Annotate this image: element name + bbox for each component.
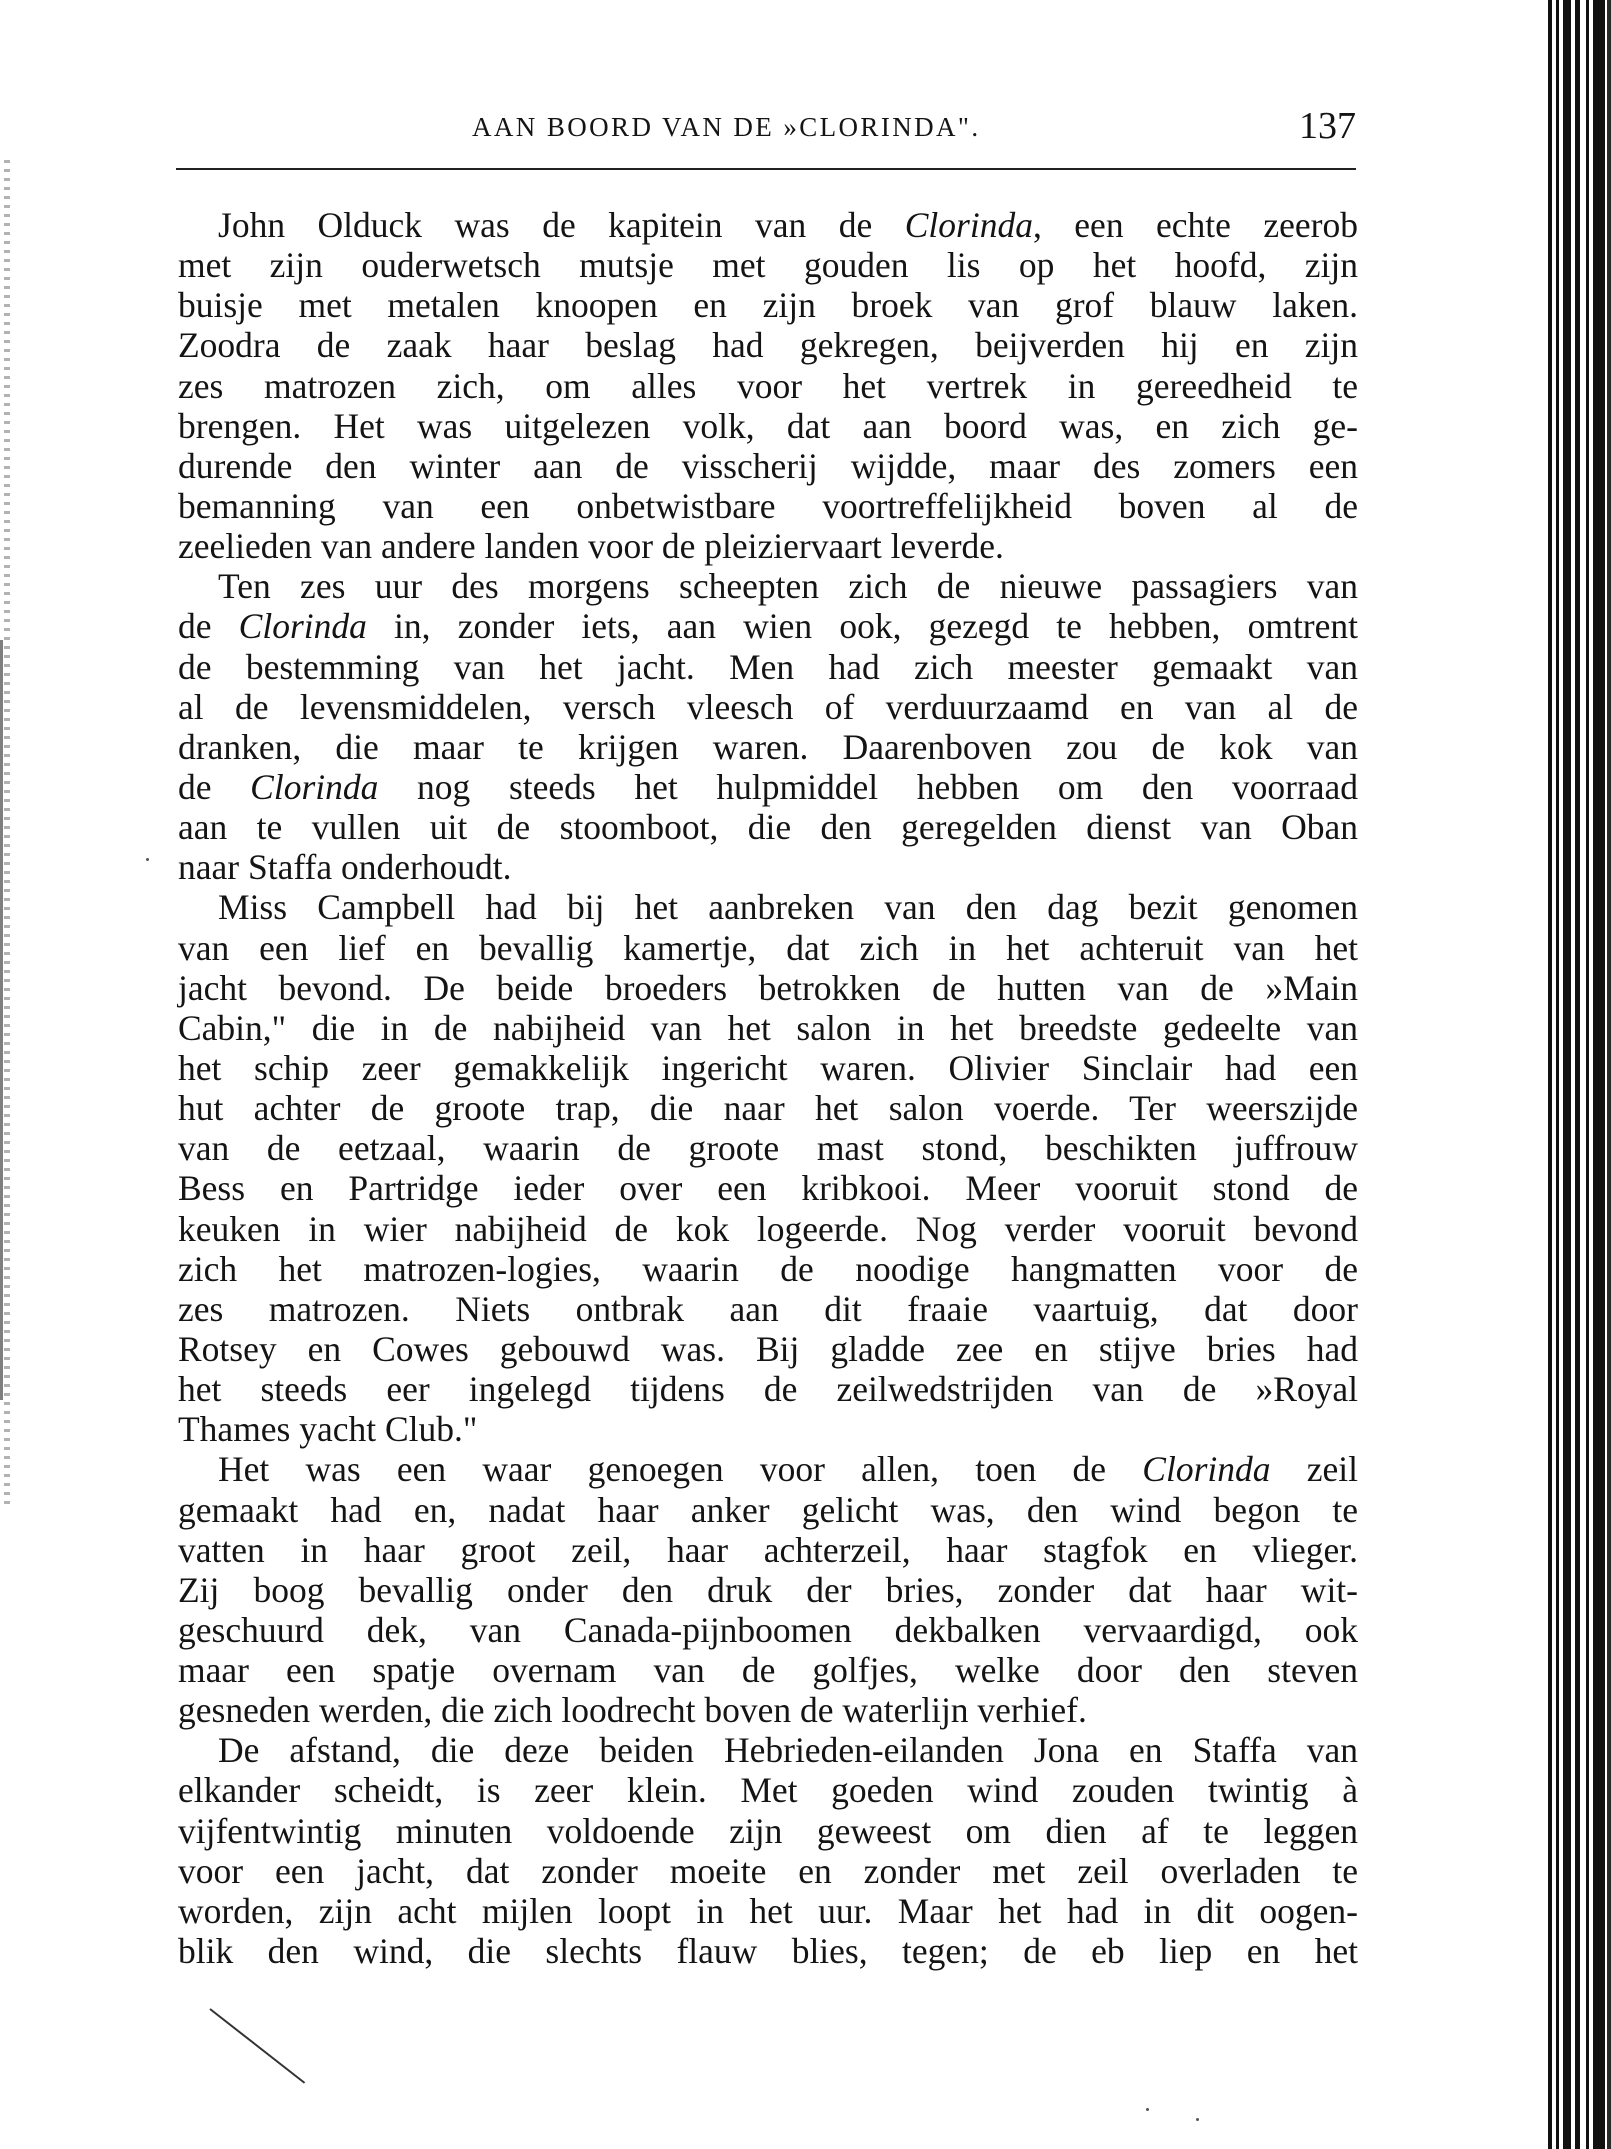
text-line: Zoodra de zaak haar beslag had gekregen, beijverden hij en zijn [178, 325, 1358, 366]
text-line: het schip zeer gemakkelijk ingericht waren. Olivier Sinclair had een [178, 1047, 1358, 1088]
text-line: buisje met metalen knoopen en zijn broek van grof blauw laken. [178, 285, 1358, 326]
text-line: gemaakt had en, nadat haar anker gelicht was, den wind begon te [178, 1489, 1358, 1530]
text-line: Cabin," die in de nabijheid van het salon in het breedste gedeelte van [178, 1007, 1358, 1048]
page-number: 137 [1299, 105, 1356, 147]
text-line: dranken, die maar te krijgen waren. Daarenboven zou de kok van [178, 726, 1358, 767]
page-edge [1556, 0, 1559, 2149]
page-edge [1607, 0, 1611, 2149]
text-line: jacht bevond. De beide broeders betrokken de hutten van de »Main [178, 967, 1358, 1008]
text-line: Miss Campbell had bij het aanbreken van den dag bezit genomen [218, 887, 1358, 928]
text-line: blik den wind, die slechts flauw blies, tegen; de eb liep en het [178, 1931, 1358, 1972]
text-line: het steeds eer ingelegd tijdens de zeilwedstrijden van de »Royal [178, 1369, 1358, 1410]
text-line: Thames yacht Club." [178, 1409, 478, 1450]
page-edge [1593, 0, 1605, 2149]
text-line: Zij boog bevallig onder den druk der bries, zonder dat haar wit- [178, 1569, 1358, 1610]
text-line: keuken in wier nabijheid de kok logeerde. Nog verder vooruit bevond [178, 1208, 1358, 1249]
text-line: van de eetzaal, waarin de groote mast stond, beschikten juffrouw [178, 1128, 1358, 1169]
text-line: van een lief en bevallig kamertje, dat zich in het achteruit van het [178, 927, 1358, 968]
text-line: zich het matrozen-logies, waarin de noodige hangmatten voor de [178, 1248, 1358, 1289]
speck-mark [1146, 2108, 1149, 2111]
body-text [178, 205, 1358, 1971]
text-line: geschuurd dek, van Canada-pijnboomen dekbalken vervaardigd, ook [178, 1609, 1358, 1650]
text-line: de Clorinda in, zonder iets, aan wien ook, gezegd te hebben, omtrent [178, 606, 1358, 647]
text-line: Bess en Partridge ieder over een kribkooi. Meer vooruit stond de [178, 1168, 1358, 1209]
speck-mark [146, 858, 149, 861]
running-head [176, 104, 1356, 152]
binding-shadow [4, 160, 10, 1510]
binding-shadow [0, 640, 3, 1400]
speck-mark [1196, 2118, 1199, 2121]
text-line: zes matrozen. Niets ontbrak aan dit fraaie vaartuig, dat door [178, 1288, 1358, 1329]
page-edge [1548, 0, 1552, 2149]
text-line: durende den winter aan de visscherij wijdde, maar des zomers een [178, 445, 1358, 486]
text-line: de bestemming van het jacht. Men had zich meester gemaakt van [178, 646, 1358, 687]
text-line: De afstand, die deze beiden Hebrieden-eilanden Jona en Staffa van [218, 1730, 1358, 1771]
text-line: voor een jacht, dat zonder moeite en zonder met zeil overladen te [178, 1850, 1358, 1891]
text-line: brengen. Het was uitgelezen volk, dat aan boord was, en zich ge- [178, 405, 1358, 446]
text-line: de Clorinda nog steeds het hulpmiddel hebben om den voorraad [178, 766, 1359, 807]
running-title: AAN BOORD VAN DE »CLORINDA". [472, 112, 981, 142]
text-line: vijfentwintig minuten voldoende zijn geweest om dien af te leggen [178, 1810, 1358, 1851]
text-line: zes matrozen zich, om alles voor het vertrek in gereedheid te [178, 365, 1358, 406]
text-line: John Olduck was de kapitein van de Clorinda, een echte zeerob [218, 205, 1358, 245]
text-line: bemanning van een onbetwistbare voortreffelijkheid boven al de [178, 485, 1358, 526]
page-edge [1563, 0, 1571, 2149]
text-line: Ten zes uur des morgens scheepten zich de nieuwe passagiers van [218, 566, 1358, 607]
text-line: Het was een waar genoegen voor allen, toen de Clorinda zeil [218, 1449, 1358, 1490]
page-edge [1586, 0, 1589, 2149]
text-line: met zijn ouderwetsch mutsje met gouden lis op het hoofd, zijn [178, 245, 1358, 286]
text-line: vatten in haar groot zeil, haar achterzeil, haar stagfok en vlieger. [178, 1529, 1358, 1570]
text-line: naar Staffa onderhoudt. [178, 847, 512, 888]
text-line: maar een spatje overnam van de golfjes, welke door den steven [178, 1650, 1358, 1691]
text-line: hut achter de groote trap, die naar het salon voerde. Ter weerszijde [178, 1088, 1358, 1129]
text-line: aan te vullen uit de stoomboot, die den geregelden dienst van Oban [178, 807, 1358, 848]
page-edge [1575, 0, 1580, 2149]
text-line: elkander scheidt, is zeer klein. Met goeden wind zouden twintig à [178, 1770, 1358, 1811]
text-line: gesneden werden, die zich loodrecht boven de waterlijn verhief. [178, 1690, 1087, 1731]
text-line: zeelieden van andere landen voor de pleiziervaart leverde. [178, 526, 1004, 567]
pen-stroke-mark [209, 2008, 305, 2083]
text-line: al de levensmiddelen, versch vleesch of verduurzaamd en van al de [178, 686, 1358, 727]
text-line: Rotsey en Cowes gebouwd was. Bij gladde zee en stijve bries had [178, 1328, 1358, 1369]
text-line: worden, zijn acht mijlen loopt in het uur. Maar het had in dit oogen- [178, 1890, 1358, 1931]
header-rule [176, 168, 1356, 170]
